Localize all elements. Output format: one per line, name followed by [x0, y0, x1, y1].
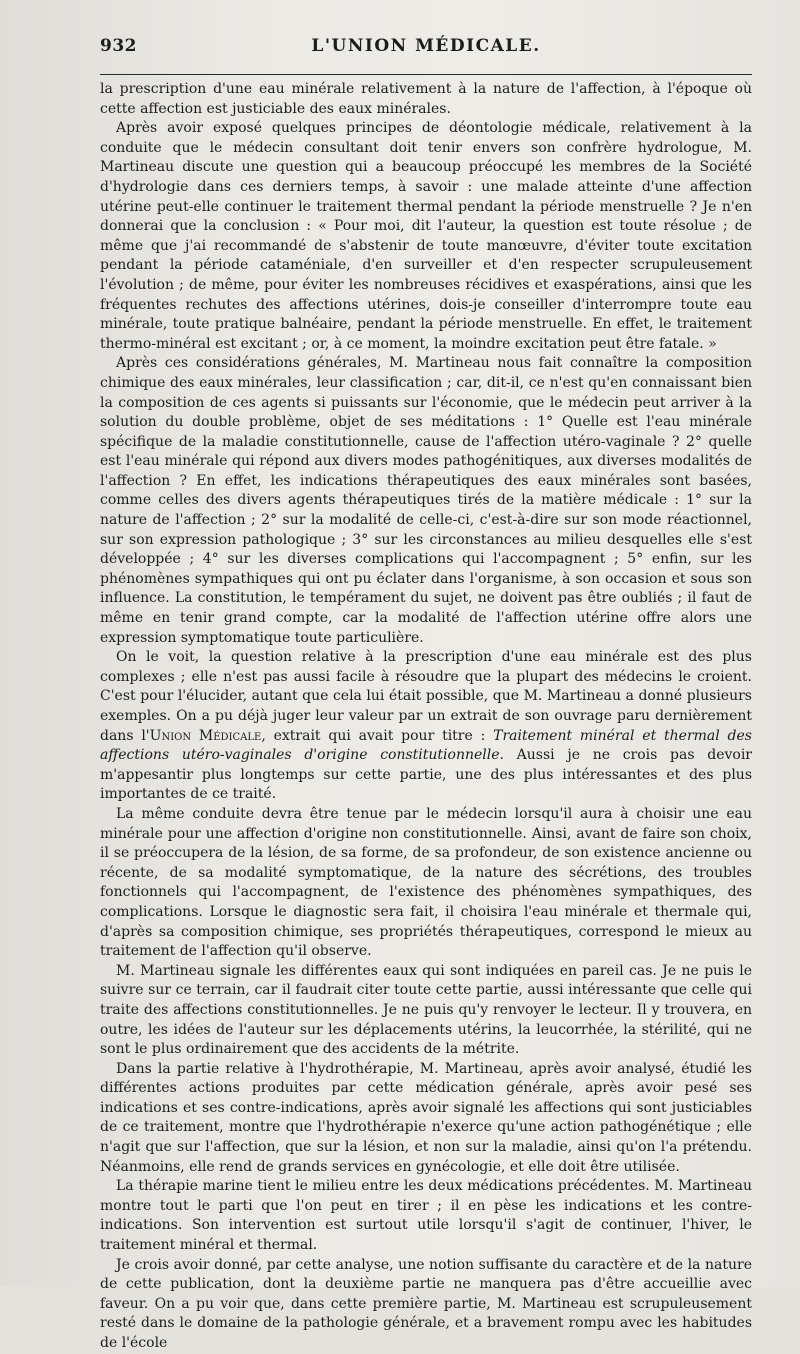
paragraph: M. Martineau signale les différentes eaux qui sont indiquées en pareil cas. Je ne puis le suivre sur ce terrain, car il faudrait citer toute cette partie, aussi intéressante que celle qui traite des affections constitutionnelles. Je ne puis qu'y renvoyer le lecteur. Il y trouvera, en outre, les idées de l'auteur sur les déplacements utérins, la leucorrhée, la stérilité, qui ne sont le plus ordinairement que des accidents de la métrite. [100, 962, 752, 1058]
page-header [100, 36, 752, 58]
paragraph: La même conduite devra être tenue par le médecin lorsqu'il aura à choisir une eau minérale pour une affection d'origine non constitutionnelle. Ainsi, avant de faire son choix, il se préoccupera de la lésion, de sa forme, de sa profondeur, de son existence ancienne ou récente, de sa modalité symptomatique, de la nature des sécrétions, des troubles fonctionnels qui l'accompagnent, de l'existence des phénomènes sympathiques, des complications. Lorsque le diagnostic sera fait, il choisira l'eau minérale et thermale qui, d'après sa composition chimique, ses propriétés thérapeutiques, correspond le mieux au traitement de l'affection qu'il observe. [100, 805, 752, 960]
header-rule [100, 74, 752, 75]
paragraph-text: Aussi je ne crois pas devoir m'appesantir plus longtemps sur cette partie, une des plus intéressantes et des plus importantes de ce traité. [100, 747, 752, 803]
page-number: 932 [100, 36, 137, 56]
journal-name: Union Médicale [149, 727, 262, 744]
article-title: Traitement minéral et thermal des affections utéro-vaginales d'origine constitutionnelle. [100, 727, 752, 764]
running-title: L'UNION MÉDICALE. [311, 36, 541, 56]
paragraph: Je crois avoir donné, par cette analyse, une notion suffisante du caractère et de la nature de cette publication, dont la deuxième partie ne manquera pas d'être accueillie avec faveur. On a pu voir que, dans cette première partie, M. Martineau est scrupuleusement resté dans le domaine de la pathologie générale, et a bravement rompu avec les habitudes de l'école [100, 1256, 752, 1351]
paragraph [100, 648, 752, 805]
body-text [100, 80, 752, 1354]
paragraph: Après avoir exposé quelques principes de déontologie médicale, relativement à la conduite que le médecin consultant doit tenir envers son confrère hydrologue, M. Martineau discute une question qui a beaucoup préoccupé les membres de la Société d'hydrologie dans ces derniers temps, à savoir : une malade atteinte d'une affection utérine peut-elle continuer le traitement thermal pendant la période menstruelle ? Je n'en donnerai que la conclusion : « Pour moi, dit l'auteur, la question est toute résolue ; de même que j'ai recommandé de s'abstenir de toute manœuvre, d'éviter toute excitation pendant la période cataméniale, d'en surveiller et d'en respecter scrupuleusement l'évolution ; de même, pour éviter les nombreuses récidives et exaspérations, ainsi que les fréquentes rechutes des affections utérines, dois-je conseiller d'interrompre toute eau minérale, toute pratique balnéaire, pendant la période menstruelle. En effet, le traitement thermo-minéral est excitant ; or, à ce moment, la moindre excitation peut être fatale. » [100, 120, 752, 352]
paragraph-text: , extrait qui avait pour titre : [261, 727, 494, 744]
paragraph: Après ces considérations générales, M. Martineau nous fait connaître la composition chimique des eaux minérales, leur classification ; car, dit-il, ce n'est qu'en connaissant bien la composition de ces agents si puissants sur l'économie, que le médecin peut arriver à la solution du double problème, objet de ses méditations : 1° Quelle est l'eau minérale spécifique de la maladie constitutionnelle, cause de l'affection utéro-vaginale ? 2° quelle est l'eau minérale qui répond aux divers modes pathogénitiques, aux diverses modalités de l'affection ? En effet, les indications thérapeutiques des eaux minérales sont basées, comme celles des divers agents thérapeutiques tirés de la matière médicale : 1° sur la nature de l'affection ; 2° sur la modalité de celle-ci, c'est-à-dire sur son mode réactionnel, sur son expression pathologique ; 3° sur les circonstances au milieu desquelles elle s'est développée ; 4° sur les diverses complications qui l'accompagnent ; 5° enfin, sur les phénomènes sympathiques qui ont pu éclater dans l'organisme, à son occasion et sous son influence. La constitution, le tempérament du sujet, ne doivent pas être oubliés ; il faut de même en tenir grand compte, car la modalité de l'affection utérine offre alors une expression symptomatique toute particulière. [100, 355, 752, 646]
paragraph: La thérapie marine tient le milieu entre les deux médications précédentes. M. Martineau montre tout le parti que l'on peut en tirer ; il en pèse les indications et les contre-indications. Son intervention est surtout utile lorsqu'il s'agit de continuer, l'hiver, le traitement minéral et thermal. [100, 1178, 752, 1254]
paragraph-text: On le voit, la question relative à la prescription d'une eau minérale est des plus complexes ; elle n'est pas aussi facile à résoudre que la plupart des médecins le croient. C'est pour l'élucider, autant que cela lui était possible, que M. Martineau a donné plusieurs exemples. On a pu déjà juger leur valeur par un extrait de son ouvrage paru dernièrement dans l' [100, 649, 752, 744]
paragraph: la prescription d'une eau minérale relativement à la nature de l'affection, à l'époque où cette affection est justiciable des eaux minérales. [100, 81, 752, 117]
paragraph: Dans la partie relative à l'hydrothérapie, M. Martineau, après avoir analysé, étudié les différentes actions produites par cette médication générale, après avoir pesé ses indications et ses contre-indications, après avoir signalé les affections qui sont justiciables de ce traitement, montre que l'hydrothérapie n'exerce qu'une action pathogénétique ; elle n'agit que sur l'affection, que sur la lésion, et non sur la maladie, ainsi qu'on l'a prétendu. Néanmoins, elle rend de grands services en gynécologie, et elle doit être utilisée. [100, 1060, 752, 1175]
